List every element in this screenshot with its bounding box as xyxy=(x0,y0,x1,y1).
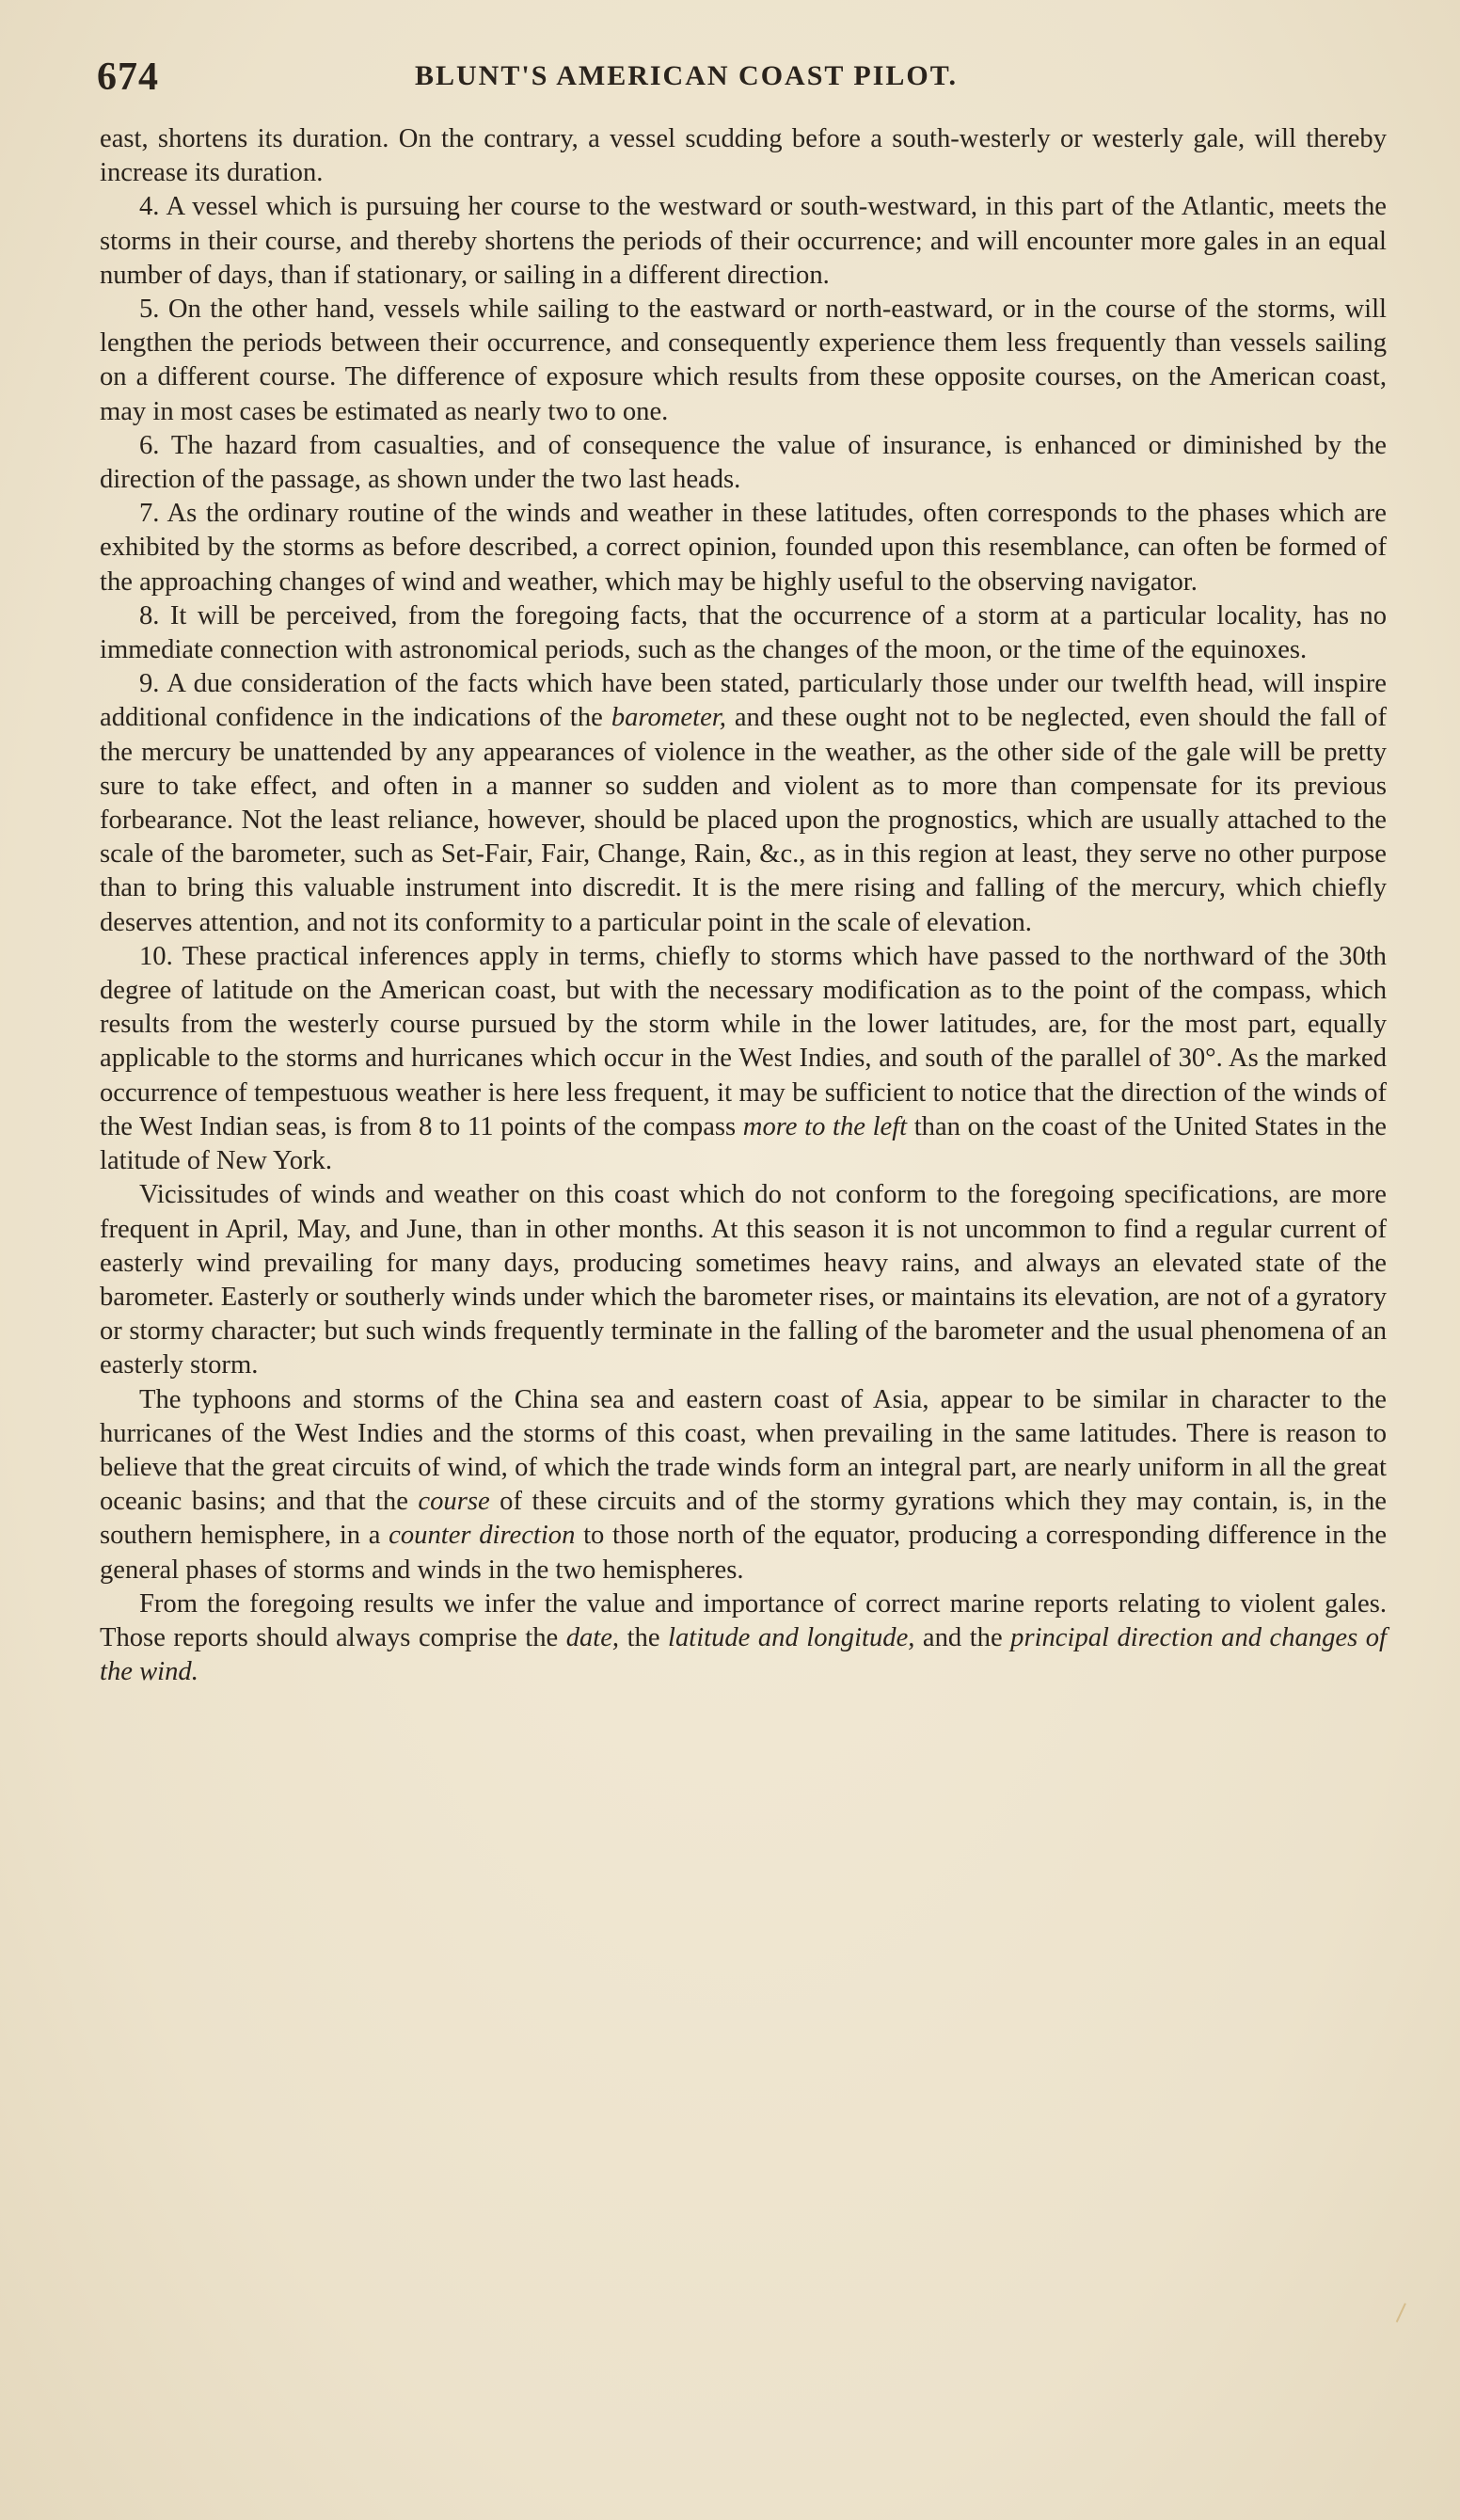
paragraph-text: From the foregoing results we infer the value and importance of correct marine reports relating to violent gales. Those reports should always comprise the xyxy=(100,1588,1387,1652)
paragraph-text: The hazard from casualties, and of consequence the value of insurance, is enhanced or diminished by the direction of the passage, as shown under the two last heads. xyxy=(100,430,1387,495)
page-header xyxy=(97,55,1390,102)
paragraph-text: and these ought not to be neglected, even should the fall of the mercury be unattended by any appearances of violence in the weather, as the other side of the gale will be pretty sure to take effect, and often in a manner so sudden and violent as to more than compensate for its previous forbearance. Not the least reliance, however, should be placed upon the prognostics, which are usually attached to the scale of the barometer, such as Set-Fair, Fair, Change, Rain, &c., as in this region at least, they serve no other purpose than to bring this valuable instrument into discredit. It is the mere rising and falling of the mercury, which chiefly deserves attention, and not its conformity to a particular point in the scale of elevation. xyxy=(100,703,1387,937)
italic-text: latitude and longitude, xyxy=(668,1622,915,1652)
paragraph-number: 10. xyxy=(139,941,173,971)
ink-mark xyxy=(1396,2303,1412,2324)
paragraph-number: 6. xyxy=(139,430,160,460)
italic-text: course xyxy=(418,1487,490,1517)
paragraph-text: These practical inferences apply in terms, chiefly to storms which have passed to the northward of the 30th degree of latitude on the American coast, but with the necessary modification as to the point of the compass, which results from the westerly course pursued by the storm while in the lower latitudes, are, for the most part, equally applicable to the storms and hurricanes which occur in the West Indies, and south of the parallel of 30°. As the marked occurrence of tempestuous weather is here less frequent, it may be sufficient to notice that the direction of the winds of the West Indian seas, is from 8 to 11 points of the compass xyxy=(100,941,1387,1141)
paragraph xyxy=(100,1587,1387,1690)
paragraph xyxy=(100,1383,1387,1587)
paragraph xyxy=(100,122,1387,190)
italic-text: principal direction and changes of the wind. xyxy=(100,1622,1387,1687)
paragraph xyxy=(100,190,1387,293)
paragraph-text: A due consideration of the facts which have been stated, particularly those under our twelfth head, will inspire additional confidence in the indications of the xyxy=(100,669,1387,733)
paragraph-text: east, shortens its duration. On the contrary, a vessel scudding before a south-westerly or westerly gale, will thereby increase its duration. xyxy=(100,124,1387,188)
paragraph-number: 5. xyxy=(139,295,160,325)
paragraph-text: A vessel which is pursuing her course to the westward or south-westward, in this part of the Atlantic, meets the storms in their course, and thereby shortens the periods of their occurrence; and will encounter more gales in an equal number of days, than if stationary, or sailing in a different direction. xyxy=(100,192,1387,290)
paragraph-text: of these circuits and of the stormy gyrations which they may contain, is, in the southern hemisphere, in a xyxy=(100,1487,1387,1551)
paragraph xyxy=(100,497,1387,599)
page-number: 674 xyxy=(97,56,159,99)
body-text xyxy=(100,122,1387,1689)
italic-text: counter direction xyxy=(389,1521,576,1551)
paragraph xyxy=(100,429,1387,497)
paragraph-number: 4. xyxy=(139,192,160,222)
paragraph xyxy=(100,599,1387,667)
paragraph-text: The typhoons and storms of the China sea and eastern coast of Asia, appear to be similar in character to the hurricanes of the West Indies and the storms of this coast, when prevailing in the same latitudes. There is reason to believe that the great circuits of wind, of which the trade winds form an integral part, are nearly uniform in all the great oceanic basins; and that the xyxy=(100,1384,1387,1517)
paragraph-text: than on the coast of the United States in the latitude of New York. xyxy=(100,1111,1387,1176)
running-title: BLUNT'S AMERICAN COAST PILOT. xyxy=(415,60,958,91)
italic-text: date, xyxy=(565,1622,620,1652)
paragraph xyxy=(100,667,1387,940)
paragraph-number: 9. xyxy=(139,669,160,699)
paragraph-text: On the other hand, vessels while sailing to the eastward or north-eastward, or in the course of the storms, will lengthen the periods between their occurrence, and consequently experience them less frequently than vessels sailing on a different course. The difference of exposure which results from these opposite courses, on the American coast, may in most cases be estimated as nearly two to one. xyxy=(100,295,1387,426)
paragraph-text: the xyxy=(619,1622,669,1652)
paragraph xyxy=(100,1178,1387,1382)
paragraph-number: 7. xyxy=(139,499,160,529)
paragraph-text: Vicissitudes of winds and weather on this coast which do not conform to the foregoing specifications, are more frequent in April, May, and June, than in other months. At this season it is not uncommon to find a regular current of easterly wind prevailing for many days, producing sometimes heavy rains, and always an elevated state of the barometer. Easterly or southerly winds under which the barometer rises, or maintains its elevation, are not of a gyratory or stormy character; but such winds frequently terminate in the falling of the barometer and the usual phenomena of an easterly storm. xyxy=(100,1180,1387,1380)
paragraph-number: 8. xyxy=(139,600,160,630)
paragraph-text: and the xyxy=(914,1622,1011,1652)
paragraph xyxy=(100,293,1387,429)
paragraph-text: to those north of the equator, producing a corresponding difference in the general phases of storms and winds in the two hemispheres. xyxy=(100,1521,1388,1585)
italic-text: barometer, xyxy=(611,703,726,733)
paragraph xyxy=(100,940,1387,1178)
italic-text: more to the left xyxy=(742,1111,908,1141)
paragraph-text: It will be perceived, from the foregoing facts, that the occurrence of a storm at a particular locality, has no immediate connection with astronomical periods, such as the changes of the moon, or the time of the equinoxes. xyxy=(100,600,1387,665)
paragraph-text: As the ordinary routine of the winds and weather in these latitudes, often corresponds to the phases which are exhibited by the storms as before described, a correct opinion, founded upon this resemblance, can often be formed of the approaching changes of wind and weather, which may be highly useful to the observing navigator. xyxy=(100,499,1387,597)
